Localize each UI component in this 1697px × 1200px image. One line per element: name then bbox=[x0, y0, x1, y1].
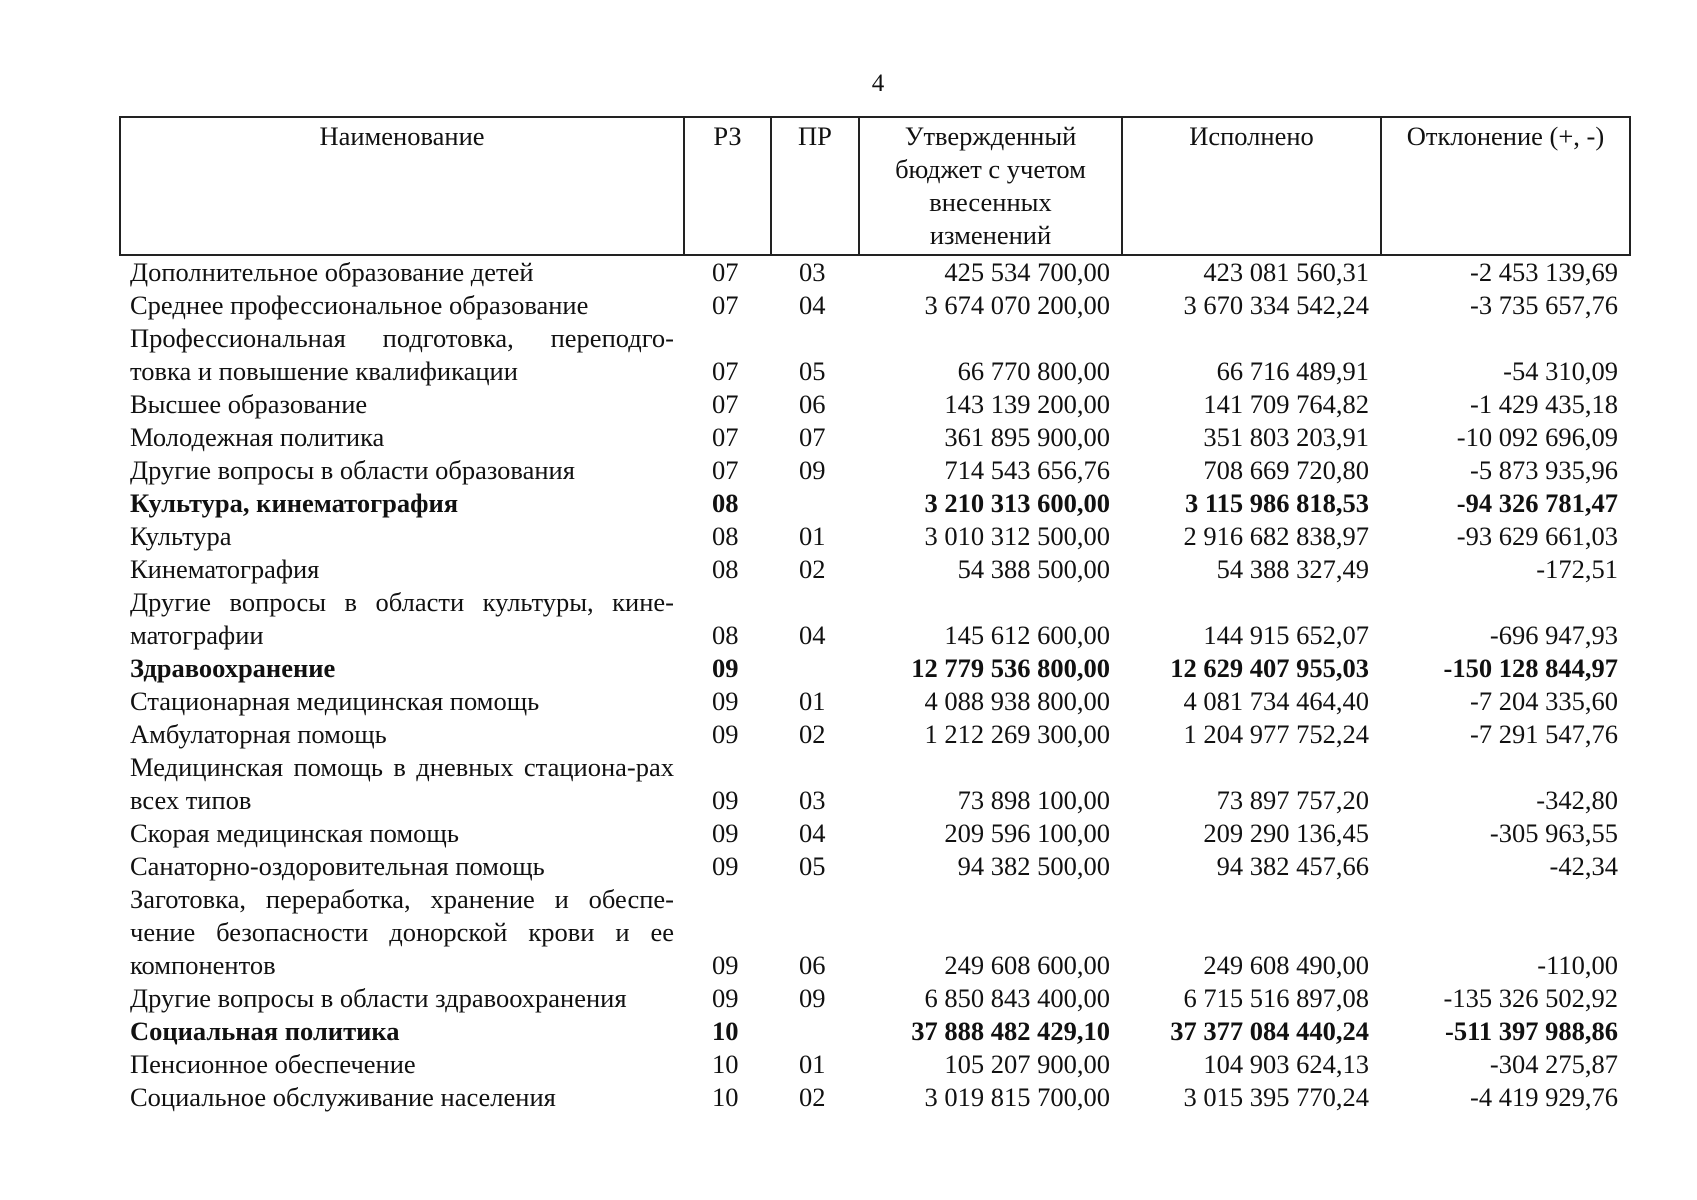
row-pr-code: 09 bbox=[799, 983, 826, 1013]
row-executed: 209 290 136,45 bbox=[1203, 818, 1369, 848]
table-row bbox=[120, 586, 1630, 652]
row-approved-budget: 209 596 100,00 bbox=[944, 818, 1110, 848]
table-body bbox=[120, 255, 1630, 1114]
row-name: Социальное обслуживание населения bbox=[130, 1082, 556, 1112]
row-approved-budget: 73 898 100,00 bbox=[957, 785, 1110, 815]
row-executed: 4 081 734 464,40 bbox=[1183, 686, 1369, 716]
row-rz-code: 10 bbox=[712, 1082, 739, 1112]
header-name: Наименование bbox=[120, 117, 684, 255]
row-rz-code: 07 bbox=[712, 356, 739, 386]
table-row bbox=[120, 255, 1630, 289]
row-deviation: -54 310,09 bbox=[1503, 356, 1618, 386]
row-name: Амбулаторная помощь bbox=[130, 719, 387, 749]
row-pr-code: 06 bbox=[799, 389, 826, 419]
row-executed: 3 115 986 818,53 bbox=[1184, 488, 1369, 518]
table-row bbox=[120, 982, 1630, 1015]
row-rz-code: 10 bbox=[712, 1016, 739, 1046]
row-pr-code: 02 bbox=[799, 1082, 826, 1112]
row-name: Другие вопросы в области культуры, кине-матографии bbox=[130, 587, 674, 650]
row-rz-code: 08 bbox=[712, 620, 739, 650]
row-rz-code: 08 bbox=[712, 554, 739, 584]
table-row bbox=[120, 520, 1630, 553]
row-pr-code: 04 bbox=[799, 290, 826, 320]
row-approved-budget: 94 382 500,00 bbox=[957, 851, 1110, 881]
row-pr-code: 03 bbox=[799, 257, 826, 287]
row-approved-budget: 3 210 313 600,00 bbox=[924, 488, 1110, 518]
row-deviation: -3 735 657,76 bbox=[1470, 290, 1618, 320]
row-approved-budget: 54 388 500,00 bbox=[957, 554, 1110, 584]
row-name: Высшее образование bbox=[130, 389, 368, 419]
row-executed: 37 377 084 440,24 bbox=[1170, 1016, 1369, 1046]
row-rz-code: 09 bbox=[712, 983, 739, 1013]
row-approved-budget: 145 612 600,00 bbox=[944, 620, 1110, 650]
row-deviation: -110,00 bbox=[1537, 950, 1618, 980]
row-pr-code: 03 bbox=[799, 785, 826, 815]
row-name: Другие вопросы в области здравоохранения bbox=[130, 983, 627, 1013]
row-name: Социальная политика bbox=[130, 1016, 400, 1046]
row-approved-budget: 3 019 815 700,00 bbox=[924, 1082, 1110, 1112]
row-rz-code: 07 bbox=[712, 257, 739, 287]
table-row bbox=[120, 850, 1630, 883]
row-approved-budget: 425 534 700,00 bbox=[944, 257, 1110, 287]
row-pr-code: 04 bbox=[799, 620, 826, 650]
row-name: Заготовка, переработка, хранение и обеспе-чение безопасности донорской крови и ее компонентов bbox=[130, 884, 674, 980]
table-row bbox=[120, 817, 1630, 850]
row-rz-code: 09 bbox=[712, 851, 739, 881]
row-pr-code: 01 bbox=[799, 686, 826, 716]
row-rz-code: 09 bbox=[712, 653, 739, 683]
page-number: 4 bbox=[871, 70, 885, 97]
row-deviation: -5 873 935,96 bbox=[1470, 455, 1618, 485]
table-row bbox=[120, 718, 1630, 751]
row-deviation: -7 204 335,60 bbox=[1470, 686, 1618, 716]
row-executed: 104 903 624,13 bbox=[1203, 1049, 1369, 1079]
row-name: Другие вопросы в области образования bbox=[130, 455, 575, 485]
table-row bbox=[120, 553, 1630, 586]
row-name: Профессиональная подготовка, переподго-товка и повышение квалификации bbox=[130, 323, 674, 386]
row-pr-code bbox=[771, 1015, 859, 1048]
header-executed: Исполнено bbox=[1122, 117, 1381, 255]
row-approved-budget: 12 779 536 800,00 bbox=[911, 653, 1110, 683]
table-row bbox=[120, 388, 1630, 421]
row-executed: 144 915 652,07 bbox=[1203, 620, 1369, 650]
table-row bbox=[120, 454, 1630, 487]
row-executed: 351 803 203,91 bbox=[1203, 422, 1369, 452]
row-name: Здравоохранение bbox=[130, 653, 336, 683]
row-deviation: -150 128 844,97 bbox=[1443, 653, 1618, 683]
row-deviation: -94 326 781,47 bbox=[1456, 488, 1618, 518]
row-rz-code: 10 bbox=[712, 1049, 739, 1079]
row-pr-code: 01 bbox=[799, 1049, 826, 1079]
table-row bbox=[120, 883, 1630, 982]
row-executed: 3 015 395 770,24 bbox=[1183, 1082, 1369, 1112]
row-deviation: -172,51 bbox=[1536, 554, 1618, 584]
row-approved-budget: 1 212 269 300,00 bbox=[924, 719, 1110, 749]
row-deviation: -135 326 502,92 bbox=[1443, 983, 1618, 1013]
row-executed: 66 716 489,91 bbox=[1216, 356, 1369, 386]
table-row bbox=[120, 685, 1630, 718]
row-name: Санаторно-оздоровительная помощь bbox=[130, 851, 545, 881]
row-deviation: -93 629 661,03 bbox=[1456, 521, 1618, 551]
row-rz-code: 07 bbox=[712, 455, 739, 485]
row-name: Стационарная медицинская помощь bbox=[130, 686, 540, 716]
row-executed: 249 608 490,00 bbox=[1203, 950, 1369, 980]
row-rz-code: 08 bbox=[712, 521, 739, 551]
row-executed: 12 629 407 955,03 bbox=[1170, 653, 1369, 683]
row-pr-code: 04 bbox=[799, 818, 826, 848]
row-executed: 708 669 720,80 bbox=[1203, 455, 1369, 485]
row-deviation: -1 429 435,18 bbox=[1470, 389, 1618, 419]
row-name: Пенсионное обеспечение bbox=[130, 1049, 416, 1079]
row-pr-code bbox=[771, 487, 859, 520]
row-approved-budget: 143 139 200,00 bbox=[944, 389, 1110, 419]
table-row bbox=[120, 751, 1630, 817]
row-rz-code: 09 bbox=[712, 686, 739, 716]
row-pr-code: 06 bbox=[799, 950, 826, 980]
row-name: Среднее профессиональное образование bbox=[130, 290, 589, 320]
row-approved-budget: 249 608 600,00 bbox=[944, 950, 1110, 980]
table-row bbox=[120, 322, 1630, 388]
row-name: Культура, кинематография bbox=[130, 488, 459, 518]
table-row bbox=[120, 487, 1630, 520]
row-rz-code: 07 bbox=[712, 422, 739, 452]
row-pr-code: 02 bbox=[799, 554, 826, 584]
row-deviation: -305 963,55 bbox=[1489, 818, 1618, 848]
row-approved-budget: 105 207 900,00 bbox=[944, 1049, 1110, 1079]
row-rz-code: 09 bbox=[712, 950, 739, 980]
row-approved-budget: 3 674 070 200,00 bbox=[924, 290, 1110, 320]
row-name: Дополнительное образование детей bbox=[130, 257, 534, 287]
row-name: Кинематография bbox=[130, 554, 320, 584]
row-deviation: -696 947,93 bbox=[1489, 620, 1618, 650]
table-row bbox=[120, 652, 1630, 685]
header-rz: РЗ bbox=[684, 117, 771, 255]
row-pr-code: 05 bbox=[799, 356, 826, 386]
table-header-row bbox=[120, 117, 1630, 255]
table-row bbox=[120, 421, 1630, 454]
row-approved-budget: 361 895 900,00 bbox=[944, 422, 1110, 452]
row-rz-code: 09 bbox=[712, 818, 739, 848]
table-row bbox=[120, 1015, 1630, 1048]
row-executed: 54 388 327,49 bbox=[1216, 554, 1369, 584]
header-pr: ПР bbox=[771, 117, 859, 255]
row-executed: 3 670 334 542,24 bbox=[1183, 290, 1369, 320]
row-deviation: -342,80 bbox=[1536, 785, 1618, 815]
row-deviation: -10 092 696,09 bbox=[1456, 422, 1618, 452]
row-rz-code: 09 bbox=[712, 719, 739, 749]
row-executed: 2 916 682 838,97 bbox=[1183, 521, 1369, 551]
table-row bbox=[120, 289, 1630, 322]
row-name: Скорая медицинская помощь bbox=[130, 818, 459, 848]
row-approved-budget: 6 850 843 400,00 bbox=[924, 983, 1110, 1013]
row-name: Медицинская помощь в дневных стациона-рах всех типов bbox=[130, 752, 674, 815]
row-executed: 141 709 764,82 bbox=[1203, 389, 1369, 419]
row-executed: 423 081 560,31 bbox=[1203, 257, 1369, 287]
row-deviation: -304 275,87 bbox=[1489, 1049, 1618, 1079]
row-deviation: -511 397 988,86 bbox=[1445, 1016, 1618, 1046]
row-rz-code: 07 bbox=[712, 389, 739, 419]
row-executed: 1 204 977 752,24 bbox=[1183, 719, 1369, 749]
row-pr-code: 02 bbox=[799, 719, 826, 749]
row-rz-code: 08 bbox=[712, 488, 739, 518]
row-executed: 94 382 457,66 bbox=[1216, 851, 1369, 881]
row-deviation: -7 291 547,76 bbox=[1470, 719, 1618, 749]
budget-execution-table bbox=[119, 116, 1631, 1114]
row-pr-code: 05 bbox=[799, 851, 826, 881]
row-executed: 73 897 757,20 bbox=[1216, 785, 1369, 815]
row-name: Молодежная политика bbox=[130, 422, 385, 452]
row-approved-budget: 714 543 656,76 bbox=[944, 455, 1110, 485]
row-rz-code: 07 bbox=[712, 290, 739, 320]
row-deviation: -42,34 bbox=[1549, 851, 1618, 881]
table-row bbox=[120, 1048, 1630, 1081]
row-pr-code bbox=[771, 652, 859, 685]
row-approved-budget: 66 770 800,00 bbox=[957, 356, 1110, 386]
row-pr-code: 01 bbox=[799, 521, 826, 551]
table-row bbox=[120, 1081, 1630, 1114]
row-executed: 6 715 516 897,08 bbox=[1183, 983, 1369, 1013]
header-approved-budget: Утвержденный бюджет с учетом внесенных изменений bbox=[859, 117, 1122, 255]
row-name: Культура bbox=[130, 521, 232, 551]
row-approved-budget: 3 010 312 500,00 bbox=[924, 521, 1110, 551]
header-deviation: Отклонение (+, -) bbox=[1381, 117, 1630, 255]
row-approved-budget: 4 088 938 800,00 bbox=[924, 686, 1110, 716]
row-deviation: -4 419 929,76 bbox=[1470, 1082, 1618, 1112]
row-approved-budget: 37 888 482 429,10 bbox=[911, 1016, 1110, 1046]
row-rz-code: 09 bbox=[712, 785, 739, 815]
row-pr-code: 09 bbox=[799, 455, 826, 485]
row-deviation: -2 453 139,69 bbox=[1470, 257, 1618, 287]
row-pr-code: 07 bbox=[799, 422, 826, 452]
